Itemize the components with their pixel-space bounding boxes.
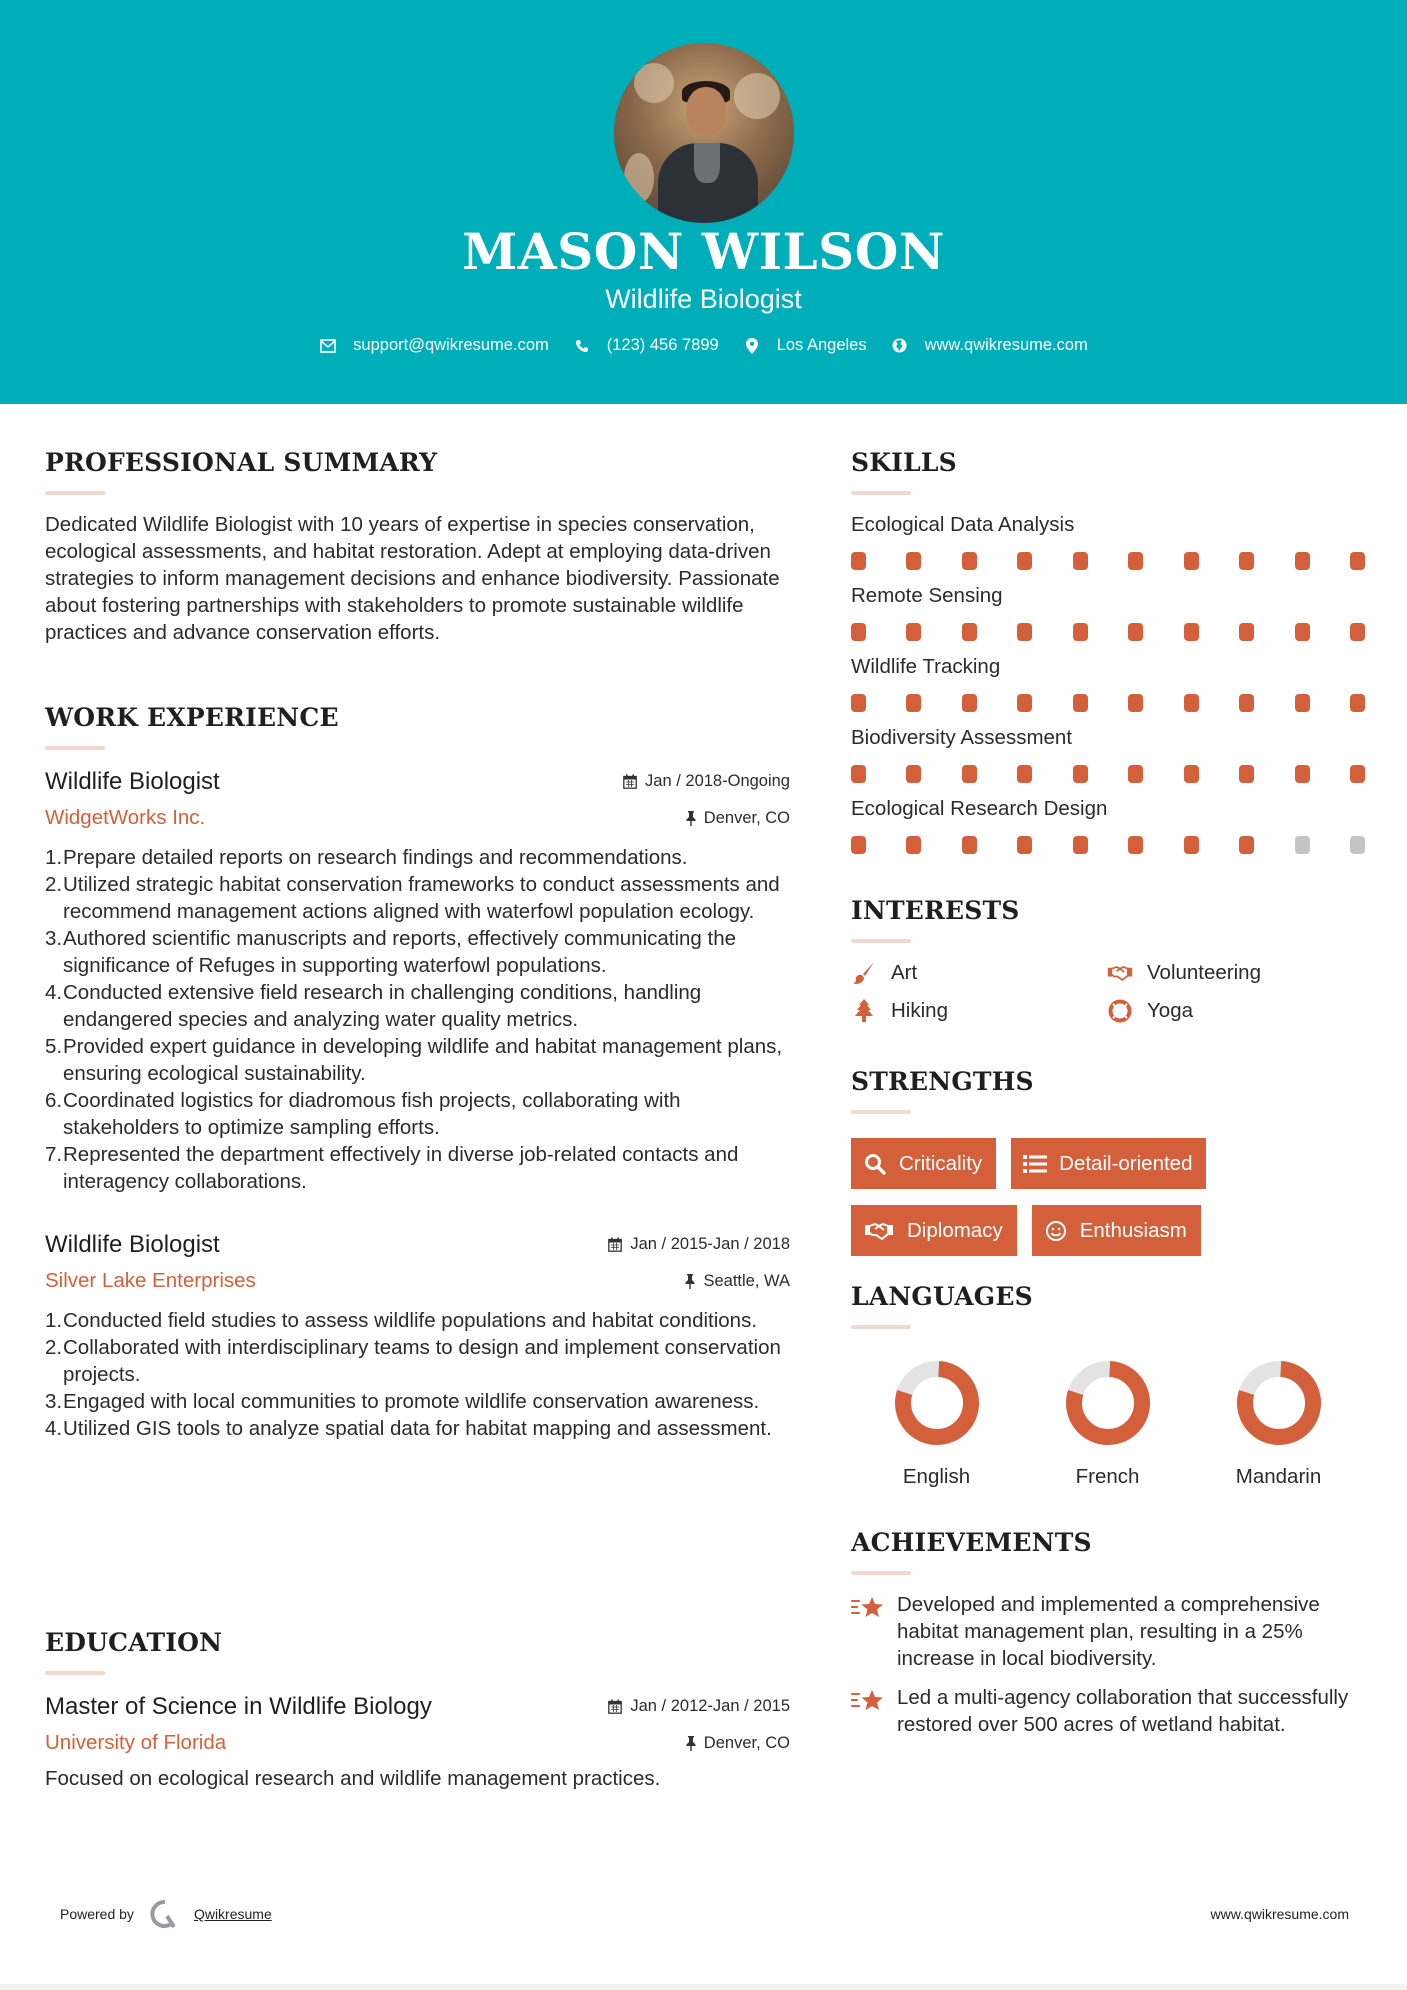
summary-section — [45, 448, 790, 646]
footer-website-link[interactable]: www.qwikresume.com — [1210, 1906, 1349, 1922]
list-icon — [1023, 1152, 1047, 1176]
footer-powered-by: Powered by Qwikresume — [60, 1899, 272, 1929]
rating-dot-filled — [906, 765, 921, 783]
smile-icon — [1044, 1219, 1068, 1243]
rating-dot-filled — [962, 623, 977, 641]
list-item: 2. Utilized strategic habitat conservation frameworks to conduct assessments and recommend management actions aligned with waterfowl population ecology. — [45, 873, 780, 923]
shooting-star-icon — [851, 1591, 885, 1672]
rating-dot-filled — [1017, 694, 1032, 712]
rating-dot-filled — [851, 552, 866, 570]
job-entry — [45, 768, 790, 1195]
paintbrush-icon — [851, 961, 877, 985]
list-item: 1. Prepare detailed reports on research findings and recommendations. — [45, 846, 688, 869]
rating-dot-filled — [1239, 694, 1254, 712]
contact-email[interactable] — [319, 336, 549, 355]
search-icon — [863, 1152, 887, 1176]
achievement-item: Led a multi-agency collaboration that successfully restored over 500 acres of wetland habitat. — [851, 1684, 1371, 1738]
rating-dot-filled — [1239, 836, 1254, 854]
rating-dot-filled — [1073, 552, 1088, 570]
section-title: PROFESSIONAL SUMMARY — [45, 448, 438, 477]
skill-rating — [851, 623, 1365, 641]
rating-dot-filled — [1350, 552, 1365, 570]
rating-dot-filled — [962, 765, 977, 783]
skills-section — [851, 448, 1371, 868]
skill-rating — [851, 552, 1365, 570]
rating-dot-filled — [1350, 694, 1365, 712]
skill-rating — [851, 765, 1365, 783]
candidate-title: Wildlife Biologist — [605, 284, 802, 314]
rating-dot-filled — [906, 694, 921, 712]
interest-item: Volunteering — [1107, 961, 1363, 985]
rating-dot-filled — [1239, 552, 1254, 570]
skill-item — [851, 726, 1371, 783]
strength-tag: Detail-oriented — [1011, 1138, 1206, 1189]
rating-dot-filled — [1017, 836, 1032, 854]
language-proficiency-donut — [1064, 1359, 1152, 1447]
summary-text: Dedicated Wildlife Biologist with 10 years of expertise in species conservation, ecological assessments, and habitat restoration. Adept at employing data-driven strategies to inform management decisions and enhance biodiversity. Passionate about fostering partnerships with stakeholders to promote sustainable wildlife practices and advance conservation efforts. — [45, 513, 780, 644]
education-section — [45, 1628, 790, 1792]
language-item — [851, 1359, 1022, 1489]
section-divider — [851, 491, 911, 495]
section-divider — [851, 939, 911, 943]
rating-dot-filled — [1184, 765, 1199, 783]
section-title: SKILLS — [851, 448, 957, 477]
list-item: 7. Represented the department effectively in diverse job-related contacts and interagency collaborations. — [45, 1143, 739, 1193]
contact-phone[interactable] — [573, 336, 719, 355]
language-name: English — [902, 1465, 971, 1488]
rating-dot-filled — [1350, 765, 1365, 783]
languages-section — [851, 1282, 1371, 1489]
rating-dot-filled — [1017, 552, 1032, 570]
rating-dot-filled — [906, 836, 921, 854]
language-proficiency-donut — [1235, 1359, 1323, 1447]
contact-website-text: www.qwikresume.com — [924, 336, 1088, 354]
shooting-star-icon — [851, 1684, 885, 1738]
strengths-section — [851, 1067, 1371, 1256]
section-divider — [851, 1110, 911, 1114]
rating-dot-filled — [1128, 552, 1143, 570]
education-description: Focused on ecological research and wildlife management practices. — [45, 1767, 661, 1790]
list-item: 6. Coordinated logistics for diadromous fish projects, collaborating with stakeholders to optimize sampling efforts. — [45, 1089, 681, 1139]
handshake-icon — [863, 1219, 895, 1243]
rating-dot-filled — [851, 623, 866, 641]
strength-tag: Criticality — [851, 1138, 996, 1189]
rating-dot-filled — [1073, 623, 1088, 641]
rating-dot-filled — [1350, 623, 1365, 641]
interest-item: Hiking — [851, 999, 1107, 1023]
rating-dot-filled — [906, 552, 921, 570]
skill-rating — [851, 694, 1365, 712]
contact-website[interactable] — [891, 336, 1088, 355]
skill-name: Wildlife Tracking — [851, 655, 1001, 678]
calendar-icon — [608, 1699, 622, 1714]
language-name: French — [1075, 1465, 1140, 1488]
map-marker-icon — [743, 337, 761, 355]
job-entry — [45, 1231, 790, 1442]
list-item: 4. Conducted extensive field research in challenging conditions, handling endangered species and analyzing water quality metrics. — [45, 981, 702, 1031]
strength-tag: Enthusiasm — [1032, 1205, 1201, 1256]
rating-dot-filled — [962, 836, 977, 854]
rating-dot-empty — [1350, 836, 1365, 854]
rating-dot-filled — [1017, 765, 1032, 783]
rating-dot-filled — [1184, 623, 1199, 641]
section-title: INTERESTS — [851, 896, 1020, 925]
company-name: WidgetWorks Inc. — [45, 806, 206, 829]
candidate-name: MASON WILSON — [462, 222, 945, 281]
profile-photo — [614, 43, 794, 223]
pushpin-icon — [685, 1274, 695, 1289]
language-item — [1193, 1359, 1364, 1489]
rating-dot-filled — [1073, 765, 1088, 783]
section-divider — [45, 1671, 105, 1675]
section-title: EDUCATION — [45, 1628, 223, 1657]
section-divider — [45, 491, 105, 495]
job-dates: Jan / 2015-Jan / 2018 — [608, 1235, 790, 1254]
pushpin-icon — [686, 1736, 696, 1751]
rating-dot-filled — [1295, 623, 1310, 641]
skill-item — [851, 797, 1371, 854]
phone-icon — [573, 337, 591, 355]
contact-phone-text: (123) 456 7899 — [606, 336, 719, 354]
job-bullets — [45, 844, 790, 1195]
section-divider — [851, 1325, 911, 1329]
job-location: Denver, CO — [686, 809, 790, 828]
rating-dot-filled — [1128, 765, 1143, 783]
skill-item — [851, 513, 1371, 570]
contact-location-text: Los Angeles — [776, 336, 867, 354]
contact-bar — [0, 336, 1407, 355]
globe-icon — [891, 337, 909, 355]
rating-dot-filled — [1184, 552, 1199, 570]
strength-tag: Diplomacy — [851, 1205, 1017, 1256]
education-entry — [45, 1693, 790, 1792]
rating-dot-filled — [1017, 623, 1032, 641]
interest-item: Yoga — [1107, 999, 1363, 1023]
language-name: Mandarin — [1235, 1465, 1322, 1488]
rating-dot-filled — [1295, 694, 1310, 712]
skill-name: Remote Sensing — [851, 584, 1003, 607]
achievement-item: Developed and implemented a comprehensive habitat management plan, resulting in a 25% increase in local biodiversity. — [851, 1591, 1371, 1672]
envelope-icon — [319, 337, 337, 355]
list-item: 4. Utilized GIS tools to analyze spatial data for habitat mapping and assessment. — [45, 1417, 772, 1440]
education-location: Denver, CO — [686, 1734, 790, 1753]
rating-dot-filled — [962, 552, 977, 570]
rating-dot-filled — [1295, 765, 1310, 783]
list-item: 1. Conducted field studies to assess wildlife populations and habitat conditions. — [45, 1309, 758, 1332]
skill-name: Biodiversity Assessment — [851, 726, 1073, 749]
skill-name: Ecological Research Design — [851, 797, 1108, 820]
rating-dot-filled — [1073, 836, 1088, 854]
rating-dot-filled — [1128, 694, 1143, 712]
section-title: STRENGTHS — [851, 1067, 1034, 1096]
list-item: 3. Engaged with local communities to promote wildlife conservation awareness. — [45, 1390, 760, 1413]
degree-title: Master of Science in Wildlife Biology — [45, 1693, 432, 1720]
language-proficiency-donut — [893, 1359, 981, 1447]
achievements-section — [851, 1528, 1371, 1738]
skill-item — [851, 655, 1371, 712]
contact-location — [743, 336, 867, 355]
skill-rating — [851, 836, 1365, 854]
interest-item: Art — [851, 961, 1107, 985]
job-dates: Jan / 2018-Ongoing — [623, 772, 790, 791]
rating-dot-filled — [1239, 765, 1254, 783]
handshake-icon — [1107, 961, 1133, 985]
school-name: University of Florida — [45, 1731, 227, 1754]
tree-icon — [851, 999, 877, 1023]
section-title: LANGUAGES — [851, 1282, 1033, 1311]
life-ring-icon — [1107, 999, 1133, 1023]
pushpin-icon — [686, 811, 696, 826]
education-dates: Jan / 2012-Jan / 2015 — [608, 1697, 790, 1716]
rating-dot-filled — [1073, 694, 1088, 712]
skill-item — [851, 584, 1371, 641]
rating-dot-filled — [851, 836, 866, 854]
contact-email-text: support@qwikresume.com — [353, 336, 549, 354]
skill-name: Ecological Data Analysis — [851, 513, 1075, 536]
calendar-icon — [608, 1237, 622, 1252]
rating-dot-filled — [1128, 836, 1143, 854]
section-title: ACHIEVEMENTS — [851, 1528, 1092, 1557]
section-title: WORK EXPERIENCE — [45, 703, 339, 732]
calendar-icon — [623, 774, 637, 789]
job-title: Wildlife Biologist — [45, 768, 220, 795]
rating-dot-empty — [1295, 836, 1310, 854]
list-item: 2. Collaborated with interdisciplinary teams to design and implement conservation projects. — [45, 1336, 781, 1386]
interests-section — [851, 896, 1371, 1023]
qwikresume-link[interactable]: Qwikresume — [193, 1906, 272, 1922]
job-bullets — [45, 1307, 790, 1442]
rating-dot-filled — [962, 694, 977, 712]
qwikresume-logo-icon — [150, 1899, 180, 1929]
list-item: 3. Authored scientific manuscripts and reports, effectively communicating the significance of Refuges in supporting waterfowl populations. — [45, 927, 737, 977]
resume-header — [0, 0, 1407, 404]
rating-dot-filled — [851, 765, 866, 783]
rating-dot-filled — [851, 694, 866, 712]
section-divider — [45, 746, 105, 750]
section-divider — [851, 1571, 911, 1575]
rating-dot-filled — [1184, 836, 1199, 854]
rating-dot-filled — [1128, 623, 1143, 641]
rating-dot-filled — [1184, 694, 1199, 712]
company-name: Silver Lake Enterprises — [45, 1269, 256, 1292]
rating-dot-filled — [906, 623, 921, 641]
list-item: 5. Provided expert guidance in developing wildlife and habitat management plans, ensuring ecological sustainability. — [45, 1035, 783, 1085]
rating-dot-filled — [1295, 552, 1310, 570]
rating-dot-filled — [1239, 623, 1254, 641]
job-title: Wildlife Biologist — [45, 1231, 220, 1258]
work-experience-section — [45, 703, 790, 1442]
page-bottom-edge — [0, 1984, 1407, 1990]
language-item — [1022, 1359, 1193, 1489]
job-location: Seattle, WA — [685, 1272, 790, 1291]
